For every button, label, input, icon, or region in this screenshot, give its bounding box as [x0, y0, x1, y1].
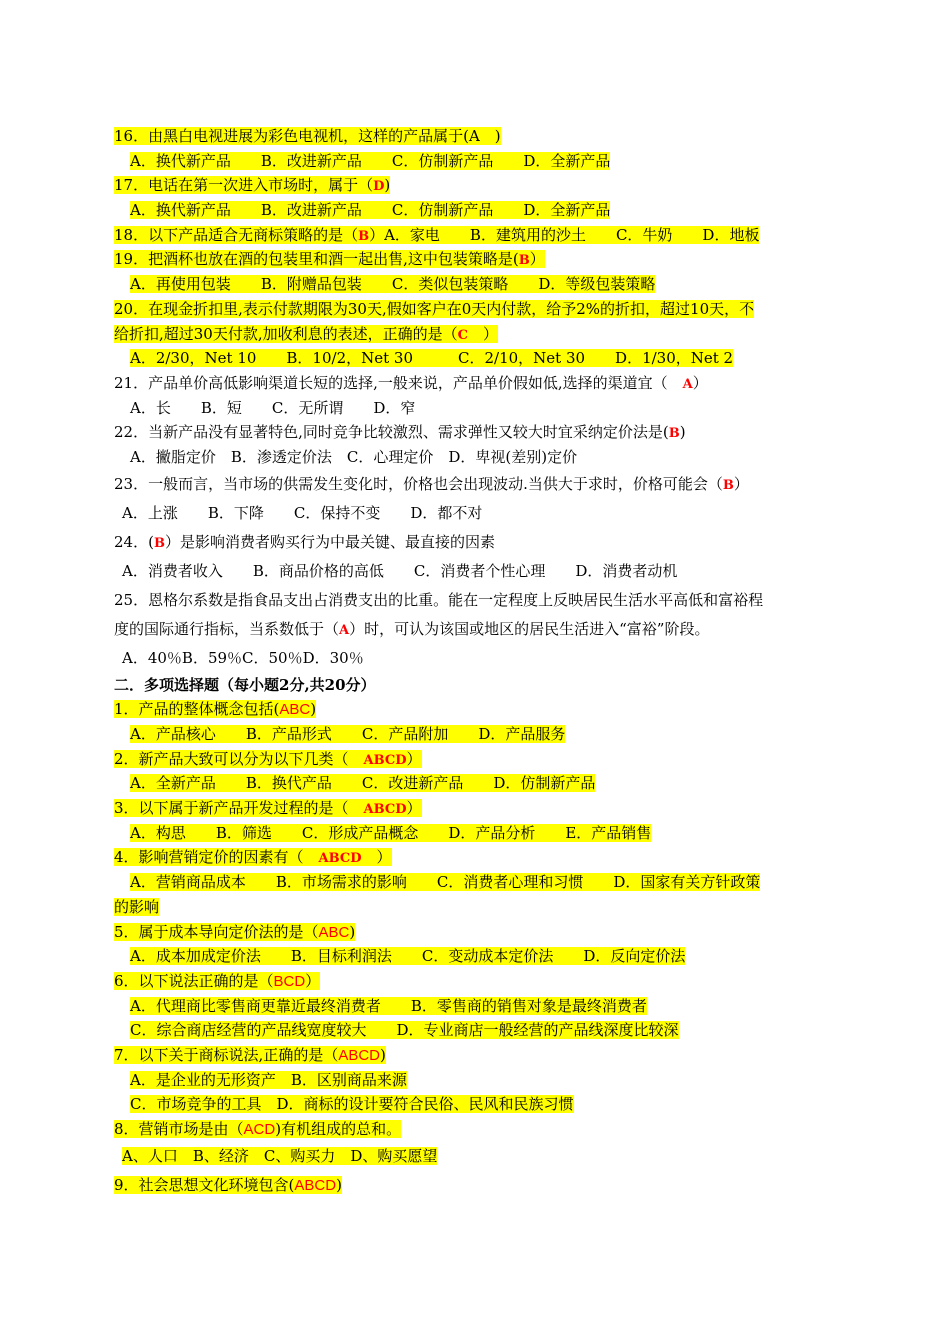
- answer-mark: ABCD: [363, 802, 407, 818]
- answer-mark: B: [518, 253, 530, 269]
- mq-7: 7．以下关于商标说法,正确的是（ABCD): [114, 1045, 386, 1064]
- answer-mark: BCD: [273, 972, 306, 990]
- document-page: [114, 124, 838, 1200]
- mq-9: 9．社会思想文化环境包含(ABCD): [114, 1175, 342, 1194]
- question-22: 22．当新产品没有显著特色,同时竞争比较激烈、需求弹性又较大时宜采纳定价法是(B): [114, 423, 686, 442]
- question-23-options: A．上涨 B．下降 C．保持不变 D．都不对: [122, 503, 483, 522]
- mq-6-options-cd: C．综合商店经营的产品线宽度较大 D．专业商店一般经营的产品线深度比较深: [130, 1021, 679, 1040]
- question-16-options: A．换代新产品 B．改进新产品 C．仿制新产品 D．全新产品: [130, 151, 611, 170]
- question-24: 24．(B）是影响消费者购买行为中最关键、最直接的因素: [114, 532, 495, 551]
- question-25-options: A．40％B．59％C．50％D．30％: [122, 648, 364, 667]
- answer-mark: D: [373, 179, 385, 195]
- question-24-options: A．消费者收入 B．商品价格的高低 C．消费者个性心理 D．消费者动机: [122, 561, 678, 580]
- mq-7-options-cd: C．市场竞争的工具 D．商标的设计要符合民俗、民风和民族习惯: [130, 1095, 574, 1114]
- mq-5: 5．属于成本导向定价法的是（ABC): [114, 922, 356, 941]
- question-20-cont: 给折扣,超过30天付款,加收利息的表述，正确的是（C ）: [114, 324, 499, 343]
- answer-mark: ABCD: [318, 851, 362, 867]
- question-21-options: A．长 B．短 C．无所谓 D．窄: [130, 398, 416, 417]
- mq-2: 2．新产品大致可以分为以下几类（ ABCD）: [114, 749, 422, 768]
- mq-3: 3．以下属于新产品开发过程的是（ ABCD）: [114, 799, 422, 818]
- answer-mark: ABCD: [363, 752, 407, 768]
- mq-3-options: A．构思 B．筛选 C．形成产品概念 D．产品分析 E．产品销售: [130, 823, 652, 842]
- question-17: 17．电话在第一次进入市场时，属于（D): [114, 176, 391, 195]
- answer-mark: B: [668, 426, 680, 442]
- mq-1: 1．产品的整体概念包括(ABC): [114, 700, 317, 719]
- mq-4-options: A．营销商品成本 B．市场需求的影响 C．消费者心理和习惯 D．国家有关方针政策: [130, 873, 761, 892]
- section-heading: 二．多项选择题（每小题2分,共20分）: [114, 675, 376, 694]
- mq-8: 8．营销市场是由（ACD)有机组成的总和。: [114, 1120, 402, 1138]
- mq-5-options: A．成本加成定价法 B．目标利润法 C．变动成本定价法 D．反向定价法: [130, 947, 686, 966]
- mq-6: 6．以下说法正确的是（BCD）: [114, 971, 321, 990]
- question-20: 20．在现金折扣里,表示付款期限为30天,假如客户在0天内付款，给予2%的折扣，超过10天，不: [114, 299, 755, 318]
- question-18: 18．以下产品适合无商标策略的是（B）A．家电 B．建筑用的沙土 C．牛奶 D．地板: [114, 225, 760, 244]
- question-19-options: A．再使用包装 B．附赠品包装 C．类似包装策略 D．等级包装策略: [130, 275, 656, 294]
- answer-mark: A: [339, 622, 350, 638]
- answer-mark: ABCD: [338, 1046, 381, 1064]
- answer-mark: ABC: [279, 701, 311, 719]
- question-20-options: A．2/30，Net 10 B．10/2，Net 30 C．2/10，Net 30 D．1/30，Net 2: [130, 349, 734, 368]
- mq-1-options: A．产品核心 B．产品形式 C．产品附加 D．产品服务: [130, 725, 566, 743]
- question-25-cont: 度的国际通行指标，当系数低于（A）时，可认为该国或地区的居民生活进入“富裕”阶段。: [114, 619, 710, 638]
- question-16: 16．由黑白电视进展为彩色电视机，这样的产品属于(A ): [114, 127, 501, 145]
- mq-6-options-ab: A．代理商比零售商更靠近最终消费者 B．零售商的销售对象是最终消费者: [130, 996, 647, 1015]
- question-23: 23．一般而言，当市场的供需发生变化时，价格也会出现波动.当供大于求时，价格可能会（B）: [114, 474, 749, 493]
- answer-mark: B: [722, 477, 734, 493]
- answer-mark: B: [153, 535, 165, 551]
- question-21: 21．产品单价高低影响渠道长短的选择,一般来说，产品单价假如低,选择的渠道宜（ A）: [114, 373, 708, 392]
- mq-4-cont: 的影响: [114, 897, 160, 916]
- question-17-options: A．换代新产品 B．改进新产品 C．仿制新产品 D．全新产品: [130, 201, 611, 220]
- mq-7-options-ab: A．是企业的无形资产 B．区别商品来源: [130, 1070, 407, 1089]
- mq-8-options: A、人口 B、经济 C、购买力 D、购买愿望: [122, 1146, 438, 1165]
- answer-mark: ABC: [318, 923, 350, 941]
- answer-mark: A: [682, 376, 693, 392]
- question-25: 25．恩格尔系数是指食品支出占消费支出的比重。能在一定程度上反映居民生活水平高低和富裕程: [114, 590, 764, 609]
- answer-mark: ABCD: [294, 1176, 337, 1194]
- answer-mark: B: [358, 228, 370, 244]
- answer-mark: C: [457, 327, 468, 343]
- question-19: 19．把酒杯也放在酒的包装里和酒一起出售,这中包装策略是(B）: [114, 250, 545, 269]
- mq-4: 4．影响营销定价的因素有（ ABCD ）: [114, 848, 392, 867]
- mq-2-options: A．全新产品 B．换代产品 C．改进新产品 D．仿制新产品: [130, 774, 596, 793]
- answer-mark: ACD: [243, 1121, 276, 1138]
- question-22-options: A．撇脂定价 B．渗透定价法 C．心理定价 D．卑视(差别)定价: [130, 447, 578, 466]
